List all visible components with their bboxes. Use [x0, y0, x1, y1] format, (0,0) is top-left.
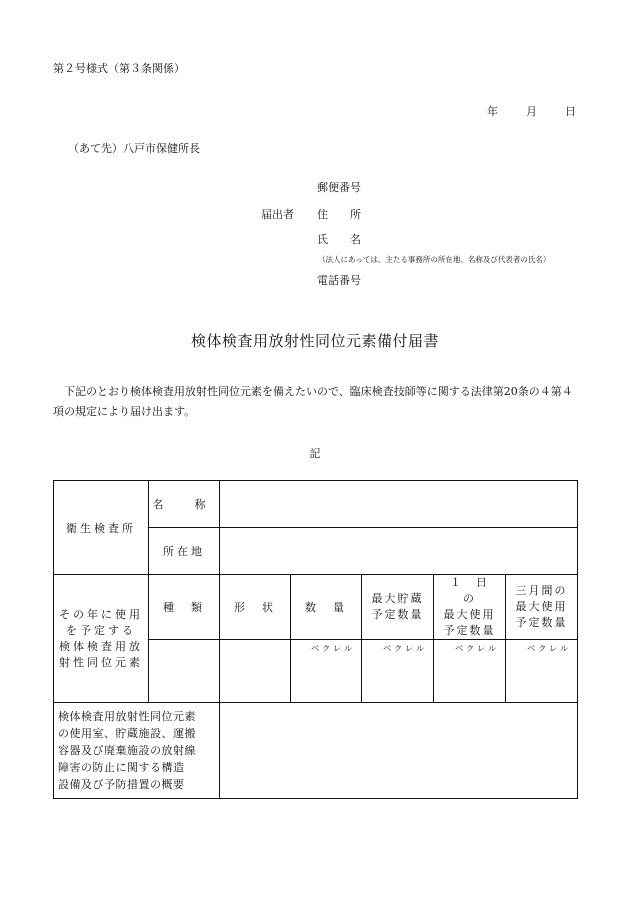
form-number: 第２号様式（第３条関係）	[53, 62, 185, 75]
col-line: 最大使用	[515, 600, 568, 613]
body-text: 下記のとおり検体検査用放射性同位元素を備えたいので、臨床検査技師等に関する法律第20条の４第４項の規定により届け出ます。	[53, 385, 573, 418]
address-label: 住 所	[317, 208, 361, 221]
col-line: １ 日 の	[450, 576, 502, 605]
quarterly-max-unit[interactable]: ベクレル	[506, 640, 578, 703]
date-month: 月	[526, 105, 537, 118]
col-quarterly-max	[506, 575, 578, 640]
facility-desc-field[interactable]	[220, 703, 578, 799]
daily-max-unit[interactable]: ベクレル	[434, 640, 506, 703]
date-year: 年	[487, 105, 498, 118]
facility-desc-label	[54, 703, 220, 799]
lab-name-label: 名 称	[149, 481, 220, 528]
facility-desc-line: 容器及び廃棄施設の放射線	[58, 744, 196, 757]
phone-label: 電話番号	[317, 274, 361, 287]
isotope-label-line: を予定する	[66, 623, 136, 637]
facility-desc-line: の使用室、貯蔵施設、運搬	[58, 727, 196, 740]
col-line: 最大使用	[443, 608, 496, 621]
lab-label: 衛生検査所	[54, 481, 149, 575]
quantity-unit[interactable]: ベクレル	[291, 640, 362, 703]
form-table	[53, 480, 578, 799]
isotope-label-line: 検体検査用放	[59, 639, 143, 653]
date-day: 日	[565, 105, 576, 118]
col-line: 予定数量	[515, 616, 568, 629]
col-line: 最大貯蔵	[371, 592, 424, 605]
facility-desc-line: 検体検査用放射性同位元素	[58, 710, 196, 723]
lab-name-field[interactable]	[220, 481, 578, 528]
facility-desc-line: 障害の防止に関する構造	[58, 761, 185, 774]
col-max-storage	[362, 575, 434, 640]
addressee: （あて先）八戸市保健所長	[68, 142, 200, 155]
col-daily-max	[434, 575, 506, 640]
max-storage-unit[interactable]: ベクレル	[362, 640, 434, 703]
lab-address-field[interactable]	[220, 528, 578, 575]
col-type: 種 類	[149, 575, 220, 640]
name-label: 氏 名	[317, 233, 361, 246]
isotope-label-line: 射性同位元素	[59, 655, 143, 669]
col-quantity: 数 量	[291, 575, 362, 640]
isotope-label	[54, 575, 149, 703]
isotope-label-line: その年に使用	[59, 607, 143, 621]
facility-desc-line: 設備及び予防措置の概要	[58, 778, 185, 791]
type-field[interactable]	[149, 640, 220, 703]
ki-label: 記	[309, 447, 321, 460]
document-title: 検体検査用放射性同位元素備付届書	[190, 332, 439, 350]
col-form: 形 状	[220, 575, 291, 640]
postal-code-label: 郵便番号	[317, 181, 361, 194]
col-line: 三月間の	[515, 584, 568, 597]
applicant-label: 届出者	[261, 208, 294, 221]
form-field[interactable]	[220, 640, 291, 703]
lab-address-label: 所在地	[149, 528, 220, 575]
col-line: 予定数量	[371, 608, 424, 621]
corporate-note: （法人にあっては、主たる事務所の所在地、名称及び代表者の氏名）	[318, 255, 551, 264]
col-line: 予定数量	[443, 624, 496, 637]
